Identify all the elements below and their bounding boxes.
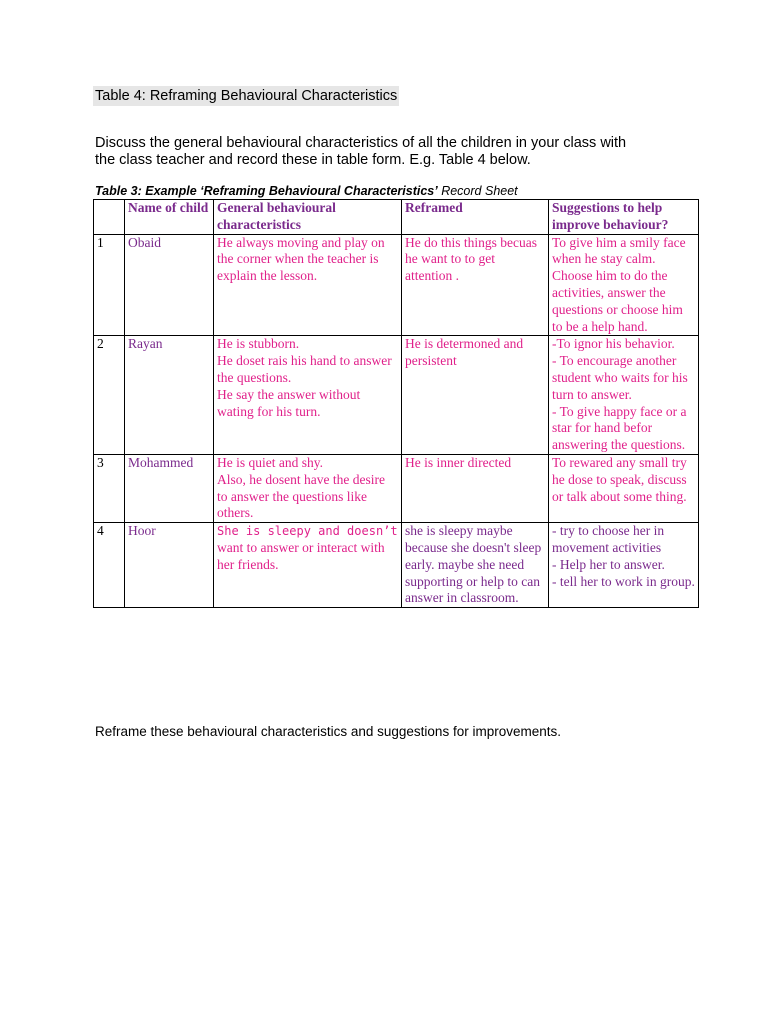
caption-quoted: ‘Reframing Behavioural Characteristics’	[200, 184, 438, 198]
general-cell	[214, 523, 402, 608]
child-name: Obaid	[125, 234, 214, 336]
table-header-row	[94, 200, 699, 235]
general-text: want to answer or interact with her friends.	[217, 539, 385, 572]
table-row	[94, 336, 699, 455]
general-text: He is quiet and shy.	[217, 454, 323, 470]
table-row	[94, 454, 699, 522]
suggestion-text: - To encourage another student who waits for his turn to answer.	[552, 353, 688, 402]
intro-paragraph	[95, 135, 695, 169]
table-row	[94, 523, 699, 608]
reframed-text: He is inner directed	[405, 454, 512, 470]
child-name: Rayan	[125, 336, 214, 455]
general-text: He is stubborn.	[217, 336, 300, 352]
reframed-cell	[402, 523, 549, 608]
caption-suffix: Record Sheet	[437, 184, 518, 198]
suggestion-text: To rewared any small try he dose to speak, discuss or talk about some thing.	[552, 454, 687, 504]
table-row	[94, 234, 699, 336]
general-text: He always moving and play on the corner when the teacher is explain the lesson.	[217, 234, 385, 284]
general-text: He say the answer without wating for his turn.	[217, 386, 361, 419]
general-text: He doset rais his hand to answer the questions.	[217, 353, 392, 385]
suggestions-cell	[549, 336, 699, 455]
row-number: 4	[94, 523, 125, 608]
header-name: Name of child	[125, 200, 214, 235]
suggestion-text: - Help her to answer.	[552, 556, 665, 572]
table-caption	[95, 183, 518, 199]
header-reframed: Reframed	[402, 200, 549, 235]
general-cell	[214, 454, 402, 522]
suggestions-cell	[549, 454, 699, 522]
document-heading: Table 4: Reframing Behavioural Characteristics	[95, 88, 398, 104]
suggestion-text: - To give happy face or a star for hand befor answering the questions.	[552, 403, 687, 453]
suggestion-text: - try to choose her in movement activities	[552, 523, 665, 555]
row-number: 2	[94, 336, 125, 455]
reframed-cell	[402, 454, 549, 522]
header-general: General behavioural characteristics	[214, 200, 402, 235]
reframed-cell	[402, 336, 549, 455]
suggestion-text: Choose him to do the activities, answer the questions or choose him to be a help hand.	[552, 268, 683, 334]
closing-instruction: Reframe these behavioural characteristics and suggestions for improvements.	[95, 724, 561, 739]
child-name: Mohammed	[125, 454, 214, 522]
suggestions-cell	[549, 234, 699, 336]
general-cell	[214, 336, 402, 455]
child-name: Hoor	[125, 523, 214, 608]
intro-line: the class teacher and record these in table form. E.g. Table 4 below.	[95, 152, 531, 168]
reframed-text: He do this things becuas he want to to get attention .	[405, 234, 537, 284]
row-number: 1	[94, 234, 125, 336]
general-cell	[214, 234, 402, 336]
header-suggestions: Suggestions to help improve behaviour?	[549, 200, 699, 235]
general-text: Also, he dosent have the desire to answer the questions like others.	[217, 471, 385, 521]
reframed-text: she is sleepy maybe because she doesn't sleep early. maybe she need supporting or help to can answer in classroom.	[405, 523, 542, 606]
suggestion-text: To give him a smily face when he stay calm.	[552, 234, 686, 267]
row-number: 3	[94, 454, 125, 522]
suggestion-text: -To ignor his behavior.	[552, 336, 675, 352]
record-sheet-table	[93, 199, 699, 608]
reframed-text: He is determoned and persistent	[405, 336, 524, 369]
suggestions-cell	[549, 523, 699, 608]
suggestion-text: - tell her to work in group.	[552, 573, 695, 589]
header-number	[94, 200, 125, 235]
reframed-cell	[402, 234, 549, 336]
general-text-handwritten: She is sleepy and doesn’t	[217, 524, 398, 539]
intro-line: Discuss the general behavioural characteristics of all the children in your class with	[95, 135, 627, 151]
caption-prefix: Table 3: Example	[95, 184, 201, 198]
